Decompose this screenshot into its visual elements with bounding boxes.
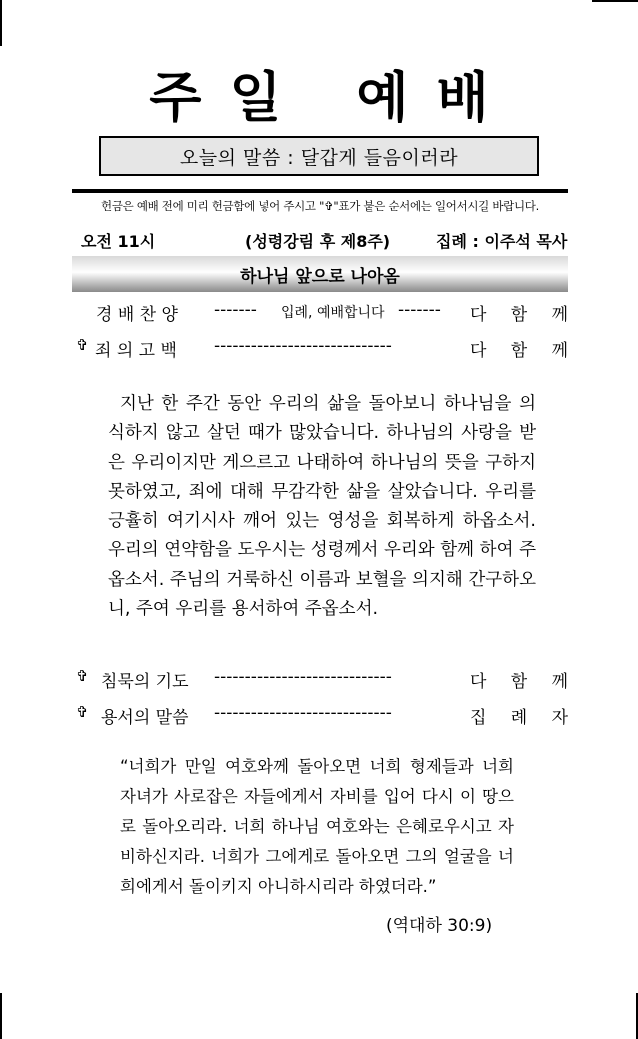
section-title: 하나님 앞으로 나아옴 [240, 266, 400, 287]
order-item-leader: 다 함 께 [470, 305, 568, 325]
standing-cross-icon: ✞ [76, 336, 89, 354]
order-item-name: 용서의 말씀 [101, 708, 189, 728]
order-item-name: 침묵의 기도 [101, 672, 189, 692]
dash-leader: ----------------------------- [214, 667, 392, 687]
crop-mark [0, 0, 2, 46]
dash-leader: ----------------------------- [214, 703, 392, 723]
order-item-note: 입례, 예배합니다 [281, 305, 385, 321]
confession-prayer-text: 지난 한 주간 동안 우리의 삶을 돌아보니 하나님을 의식하지 않고 살던 때가 많았습니다. 하나님의 사랑을 받은 우리이지만 게으르고 나태하여 하나님의 뜻을 구하지 못하였고, 죄에 대해 무감각한 삶을 살았습니다. 우리를 긍휼히 여기시사 깨어 있는 영성을 회복하게 하옵소서. 우리의 연약함을 도우시는 성령께서 우리와 함께 하여 주옵소서. 주님의 거룩하신 이름과 보혈을 의지해 간구하오니, 주여 우리를 용서하여 주옵소서. [108, 394, 536, 620]
todays-word-box [99, 136, 539, 176]
scripture-quote: “너희가 만일 여호와께 돌아오면 너희 형제들과 너희 자녀가 사로잡은 자들에게서 자비를 입어 다시 이 땅으로 돌아오리라. 너희 하나님 여호와는 은혜로우시고 자비하신지라. 너희가 그에게로 돌아오면 그의 얼굴을 너희에게서 돌이키지 아니하시리라 하였더라.” [120, 757, 514, 896]
standing-cross-icon: ✞ [76, 667, 89, 685]
service-time: 오전 11시 [81, 232, 156, 251]
order-item-name: 죄 의 고 백 [95, 341, 177, 361]
offering-notice: 헌금은 예배 전에 미리 헌금함에 넣어 주시고 "✞"표가 붙은 순서에는 일어서시길 바랍니다. [101, 199, 539, 213]
order-item-leader: 다 함 께 [470, 341, 568, 361]
order-item [76, 703, 570, 731]
crop-mark [592, 0, 638, 2]
liturgical-week: (성령강림 후 제8주) [245, 232, 391, 251]
page-title: 주일 예배 [149, 66, 517, 129]
scripture-reference: (역대하 30:9) [386, 916, 493, 936]
service-leader: 집례 : 이주석 목사 [436, 232, 568, 251]
dash-leader: ------- [214, 300, 257, 320]
section-header [72, 256, 568, 292]
order-item [76, 667, 570, 695]
order-item-leader: 집 례 자 [470, 708, 568, 728]
order-item [76, 300, 570, 328]
order-item-name: 경 배 찬 양 [96, 305, 178, 325]
divider [72, 189, 568, 193]
crop-mark [0, 993, 2, 1039]
todays-word-text: 오늘의 말씀 : 달갑게 들음이러라 [179, 146, 459, 169]
standing-cross-icon: ✞ [76, 703, 89, 721]
dash-leader: ------- [398, 300, 441, 320]
order-item [76, 336, 570, 364]
confession-prayer [108, 390, 536, 624]
dash-leader: ----------------------------- [214, 336, 392, 356]
order-item-leader: 다 함 께 [470, 672, 568, 692]
